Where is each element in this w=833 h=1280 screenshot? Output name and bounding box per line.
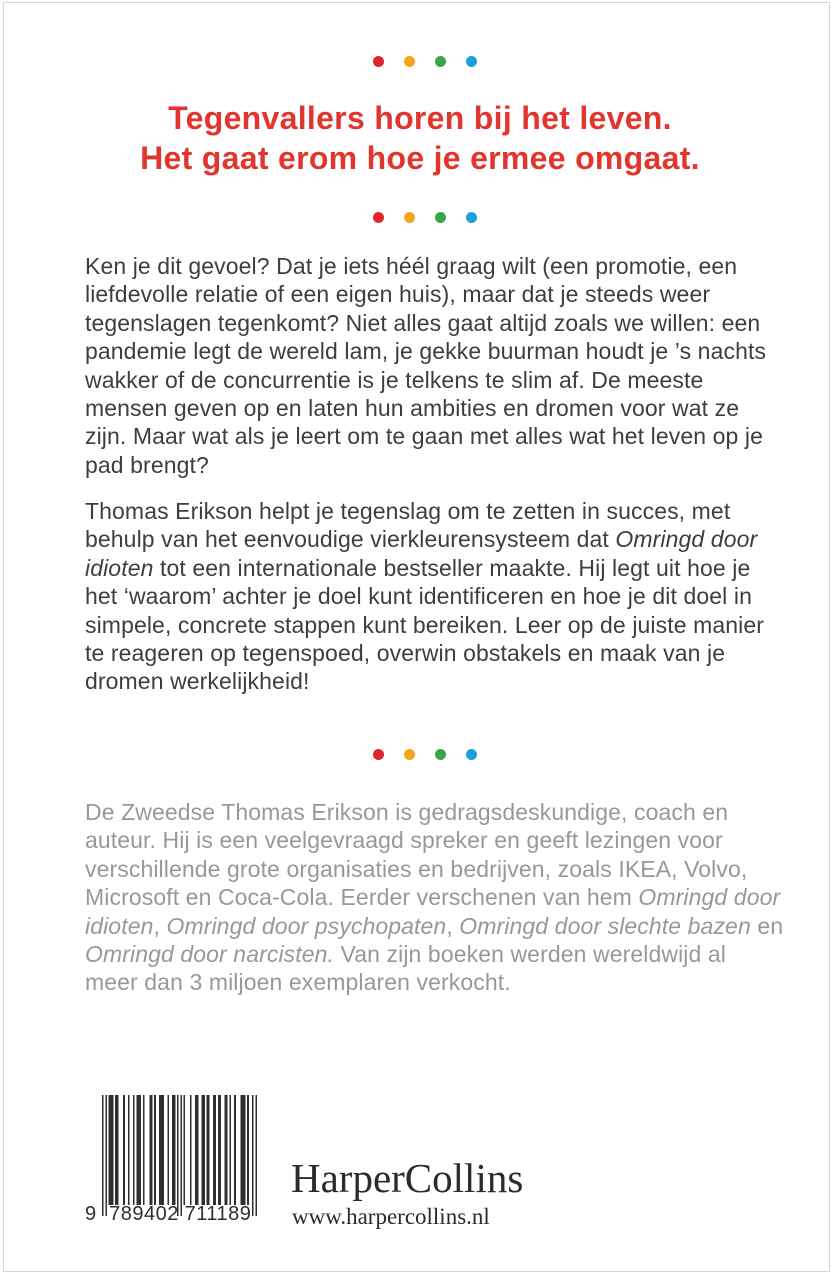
blurb-paragraph-1: Ken je dit gevoel? Dat je iets héél graag wilt (een promotie, een liefdevolle relatie of een eigen huis), maar dat je steeds weer tegenslagen tegenkomt? Niet alles gaat altijd zoals we willen: een pandemie legt de wereld lam, je gekke buurman houdt je ’s nachts wakker of de concurrentie is je telkens te slim af. De meeste mensen geven op en laten hun ambities en dromen voor wat ze zijn. Maar wat als je leert om te gaan met alles wat het leven op je pad brengt? bbox=[85, 253, 767, 478]
color-dot bbox=[466, 212, 477, 223]
barcode bbox=[85, 1095, 260, 1227]
tagline-line: Het gaat erom hoe je ermee omgaat. bbox=[140, 140, 700, 176]
color-dot bbox=[435, 56, 446, 67]
barcode-bars bbox=[102, 1095, 257, 1216]
color-dot bbox=[435, 749, 446, 760]
color-dot bbox=[404, 212, 415, 223]
color-dot bbox=[466, 749, 477, 760]
author-bio: De Zweedse Thomas Erikson is gedragsdeskundige, coach en auteur. Hij is een veelgevraagd spreker en geeft lezingen voor verschillende grote organisaties en bedrijven, zoals IKEA, Volvo, Microsoft en Coca-Cola. Eerder verschenen van hem Omringd door idioten, Omringd door psychopaten, Omringd door slechte bazen en Omringd door narcisten. Van zijn boeken werden wereldwijd al meer dan 3 miljoen exemplaren verkocht. bbox=[85, 799, 784, 996]
tagline bbox=[40, 98, 800, 178]
barcode-digit-leading: 9 bbox=[85, 1203, 97, 1225]
color-dot bbox=[404, 56, 415, 67]
blurb-paragraph-2: Thomas Erikson helpt je tegenslag om te zetten in succes, met behulp van het eenvoudige vierkleurensysteem dat Omringd door idioten tot een internationale bestseller maakte. Hij legt uit hoe je het ‘waarom’ achter je doel kunt identificeren en hoe je dit doel in simpele, concrete stappen kunt bereiken. Leer op de juiste manier te reageren op tegenspoed, overwin obstakels en maak van je dromen werkelijkheid! bbox=[85, 498, 765, 695]
four-color-dots-bottom bbox=[85, 749, 765, 760]
barcode-digits-left-group: 789402 bbox=[109, 1203, 179, 1225]
color-dot bbox=[466, 56, 477, 67]
color-dot bbox=[373, 56, 384, 67]
tagline-line: Tegenvallers horen bij het leven. bbox=[168, 100, 672, 136]
color-dot bbox=[373, 749, 384, 760]
four-color-dots-top bbox=[85, 56, 765, 67]
four-color-dots-middle bbox=[85, 212, 765, 223]
publisher-website: www.harpercollins.nl bbox=[292, 1204, 490, 1229]
color-dot bbox=[404, 749, 415, 760]
color-dot bbox=[435, 212, 446, 223]
publisher-logo: HarperCollins bbox=[291, 1155, 524, 1201]
color-dot bbox=[373, 212, 384, 223]
barcode-digits-right-group: 711189 bbox=[184, 1203, 252, 1225]
